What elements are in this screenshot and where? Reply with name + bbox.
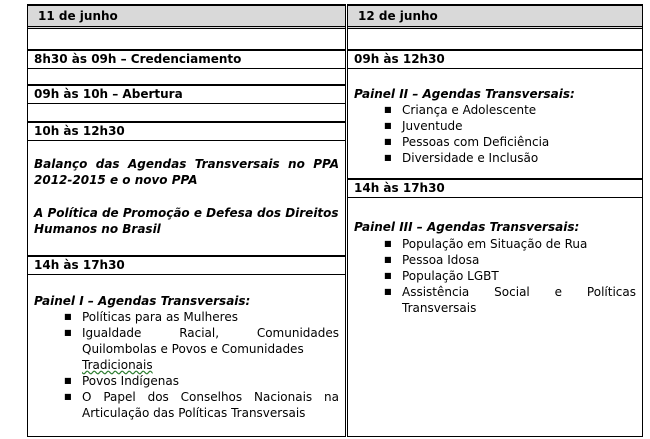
bullet-icon: ■ — [64, 376, 72, 385]
panel-3-title: Painel III – Agendas Transversais: — [354, 220, 580, 234]
bullet-icon: ■ — [384, 153, 392, 162]
panel-3-list — [384, 236, 636, 316]
bullet-icon: ■ — [384, 121, 392, 130]
session-title-politica: A Política de Promoção e Defesa dos Direitos Humanos no Brasil — [34, 206, 339, 236]
list-item: ■ População em Situação de Rua — [384, 237, 588, 251]
bullet-icon: ■ — [384, 239, 392, 248]
list-item: ■ O Papel dos Conselhos Nacionais na Articulação das Políticas Transversais — [64, 390, 339, 420]
bullet-icon: ■ — [384, 137, 392, 146]
slot-morning: 09h às 12h30 — [348, 49, 642, 69]
bullet-icon: ■ — [64, 328, 72, 337]
list-item: ■ Assistência Social e Políticas Transversais — [384, 285, 636, 315]
list-item-continuation: Tradicionais — [82, 358, 153, 372]
slot-abertura: 09h às 10h – Abertura — [28, 84, 345, 104]
panel-title: Painel I – Agendas Transversais: — [34, 294, 251, 308]
list-item: ■ População LGBT — [384, 269, 499, 283]
panel-1-list — [64, 309, 339, 421]
day-header: 12 de junho — [348, 4, 642, 29]
slot-credenciamento: 8h30 às 09h – Credenciamento — [28, 49, 345, 69]
session-title-balanco: Balanço das Agendas Transversais no PPA 2012-2015 e o novo PPA — [34, 157, 339, 187]
bullet-icon: ■ — [64, 392, 72, 401]
bullet-icon: ■ — [384, 287, 392, 296]
slot-afternoon: 14h às 17h30 — [348, 178, 642, 198]
list-item: ■ Políticas para as Mulheres — [64, 310, 238, 324]
list-item: ■ Juventude — [384, 119, 463, 133]
slot-morning: 10h às 12h30 — [28, 121, 345, 141]
panel-2-title: Painel II – Agendas Transversais: — [354, 87, 575, 101]
bullet-icon: ■ — [384, 271, 392, 280]
bullet-icon: ■ — [384, 255, 392, 264]
list-item: ■ Diversidade e Inclusão — [384, 151, 539, 165]
day-column-12-junho — [347, 4, 643, 437]
slot-afternoon: 14h às 17h30 — [28, 255, 345, 275]
bullet-icon: ■ — [384, 105, 392, 114]
day-column-11-junho — [27, 4, 346, 437]
list-item: ■ Pessoas com Deficiência — [384, 135, 550, 149]
list-item: ■ Pessoa Idosa — [384, 253, 480, 267]
day-header: 11 de junho — [28, 4, 345, 29]
list-item: ■ Criança e Adolescente — [384, 103, 537, 117]
list-item: ■ Igualdade Racial, Comunidades Quilombolas e Povos e Comunidades — [64, 326, 339, 356]
bullet-icon: ■ — [64, 312, 72, 321]
list-item: ■ Povos Indígenas — [64, 374, 179, 388]
panel-2-list — [384, 102, 636, 166]
